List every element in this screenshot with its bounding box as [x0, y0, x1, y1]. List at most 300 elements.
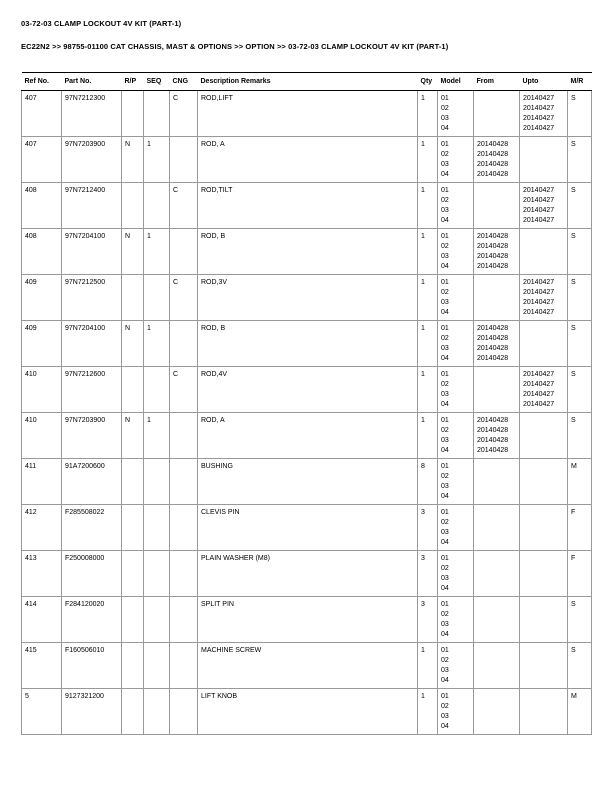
from-cell-line	[477, 216, 516, 226]
model-cell	[438, 597, 474, 643]
from-cell-line	[477, 288, 516, 298]
description-cell: ROD,LIFT	[198, 91, 418, 137]
column-header-ref-no: Ref No.	[22, 73, 62, 91]
upto-cell-line	[523, 262, 564, 272]
from-cell-line: 20140428	[477, 140, 509, 148]
description-cell: CLEVIS PIN	[198, 505, 418, 551]
seq-cell	[144, 459, 170, 505]
seq-cell: 1	[144, 229, 170, 275]
mr-cell: F	[568, 505, 592, 551]
model-cell-line: 04	[441, 308, 449, 316]
upto-cell-line	[523, 482, 564, 492]
from-cell-line	[477, 380, 516, 390]
mr-cell: S	[568, 413, 592, 459]
upto-cell-line	[523, 656, 564, 666]
from-cell-line	[477, 666, 516, 676]
from-cell-line: 20140428	[477, 262, 509, 270]
column-header-from: From	[474, 73, 520, 91]
model-cell-line: 02	[441, 472, 449, 480]
from-cell-line	[477, 584, 516, 594]
table-row	[22, 275, 592, 321]
mr-cell: S	[568, 367, 592, 413]
model-cell	[438, 505, 474, 551]
description-cell: LIFT KNOB	[198, 689, 418, 735]
upto-cell-line	[523, 584, 564, 594]
seq-cell	[144, 91, 170, 137]
table-row	[22, 91, 592, 137]
qty-cell: 1	[418, 229, 438, 275]
model-cell-line: 01	[441, 462, 449, 470]
model-cell-line: 04	[441, 124, 449, 132]
from-cell-line	[477, 278, 516, 288]
upto-cell-line	[523, 722, 564, 732]
model-cell-line: 04	[441, 216, 449, 224]
description-cell: MACHINE SCREW	[198, 643, 418, 689]
model-cell-line: 02	[441, 150, 449, 158]
rp-cell	[122, 275, 144, 321]
table-row	[22, 367, 592, 413]
qty-cell: 3	[418, 597, 438, 643]
from-cell-line	[477, 114, 516, 124]
cng-cell	[170, 459, 198, 505]
qty-cell: 1	[418, 367, 438, 413]
upto-cell-line	[523, 564, 564, 574]
upto-cell-line: 20140427	[523, 298, 555, 306]
upto-cell	[520, 229, 568, 275]
from-cell-line	[477, 206, 516, 216]
upto-cell-line: 20140427	[523, 206, 555, 214]
upto-cell-line	[523, 676, 564, 686]
mr-cell: M	[568, 689, 592, 735]
qty-cell: 1	[418, 413, 438, 459]
seq-cell: 1	[144, 321, 170, 367]
from-cell-line: 20140428	[477, 324, 509, 332]
model-cell-line: 03	[441, 114, 449, 122]
from-cell-line: 20140428	[477, 170, 509, 178]
part-no-cell: F285508022	[62, 505, 122, 551]
model-cell-line: 02	[441, 380, 449, 388]
from-cell-line	[477, 610, 516, 620]
model-cell-line: 01	[441, 508, 449, 516]
seq-cell	[144, 183, 170, 229]
seq-cell	[144, 551, 170, 597]
from-cell-line	[477, 554, 516, 564]
table-row	[22, 689, 592, 735]
model-cell	[438, 183, 474, 229]
mr-cell: S	[568, 275, 592, 321]
upto-cell	[520, 597, 568, 643]
upto-cell-line	[523, 692, 564, 702]
from-cell	[474, 275, 520, 321]
model-cell-line: 04	[441, 170, 449, 178]
breadcrumb: EC22N2 >> 98755-01100 CAT CHASSIS, MAST & OPTIONS >> OPTION >> 03-72-03 CLAMP LOCKOUT 4V KIT (PART-1)	[21, 42, 449, 51]
from-cell-line: 20140428	[477, 436, 509, 444]
upto-cell-line	[523, 472, 564, 482]
model-cell-line: 02	[441, 656, 449, 664]
table-row	[22, 505, 592, 551]
from-cell-line	[477, 692, 516, 702]
column-header-part-no: Part No.	[62, 73, 122, 91]
model-cell-line: 01	[441, 94, 449, 102]
from-cell	[474, 321, 520, 367]
description-cell: ROD,TILT	[198, 183, 418, 229]
upto-cell-line: 20140427	[523, 94, 555, 102]
qty-cell: 1	[418, 689, 438, 735]
from-cell	[474, 137, 520, 183]
ref-no-cell: 407	[22, 137, 62, 183]
model-cell-line: 04	[441, 262, 449, 270]
model-cell-line: 04	[441, 584, 449, 592]
mr-cell: F	[568, 551, 592, 597]
model-cell	[438, 367, 474, 413]
upto-cell-line: 20140427	[523, 400, 555, 408]
upto-cell-line	[523, 528, 564, 538]
upto-cell-line	[523, 232, 564, 242]
part-no-cell: F250008000	[62, 551, 122, 597]
cng-cell	[170, 597, 198, 643]
ref-no-cell: 408	[22, 183, 62, 229]
upto-cell-line	[523, 508, 564, 518]
cng-cell	[170, 229, 198, 275]
upto-cell-line	[523, 446, 564, 456]
model-cell	[438, 551, 474, 597]
table-row	[22, 321, 592, 367]
model-cell-line: 01	[441, 554, 449, 562]
upto-cell-line	[523, 334, 564, 344]
upto-cell	[520, 505, 568, 551]
upto-cell-line	[523, 702, 564, 712]
qty-cell: 1	[418, 183, 438, 229]
model-cell-line: 04	[441, 722, 449, 730]
mr-cell: S	[568, 321, 592, 367]
part-no-cell: 97N7204100	[62, 321, 122, 367]
column-header-mr: M/R	[568, 73, 592, 91]
from-cell-line	[477, 492, 516, 502]
qty-cell: 1	[418, 321, 438, 367]
page-title: 03-72-03 CLAMP LOCKOUT 4V KIT (PART-1)	[21, 19, 182, 28]
ref-no-cell: 410	[22, 413, 62, 459]
from-cell-line	[477, 124, 516, 134]
model-cell-line: 03	[441, 620, 449, 628]
model-cell-line: 01	[441, 140, 449, 148]
seq-cell	[144, 275, 170, 321]
column-header-qty: Qty	[418, 73, 438, 91]
description-cell: BUSHING	[198, 459, 418, 505]
ref-no-cell: 409	[22, 275, 62, 321]
seq-cell	[144, 505, 170, 551]
seq-cell	[144, 367, 170, 413]
from-cell-line: 20140428	[477, 252, 509, 260]
from-cell-line	[477, 94, 516, 104]
rp-cell	[122, 505, 144, 551]
upto-cell	[520, 91, 568, 137]
table-row	[22, 597, 592, 643]
cng-cell: C	[170, 367, 198, 413]
ref-no-cell: 414	[22, 597, 62, 643]
rp-cell: N	[122, 137, 144, 183]
mr-cell: S	[568, 137, 592, 183]
parts-table-body	[22, 91, 592, 735]
from-cell	[474, 643, 520, 689]
from-cell-line	[477, 104, 516, 114]
upto-cell-line	[523, 646, 564, 656]
model-cell-line: 03	[441, 712, 449, 720]
part-no-cell: 91A7200600	[62, 459, 122, 505]
cng-cell	[170, 689, 198, 735]
mr-cell: M	[568, 459, 592, 505]
column-header-cng: CNG	[170, 73, 198, 91]
upto-cell-line: 20140427	[523, 104, 555, 112]
upto-cell-line	[523, 538, 564, 548]
model-cell-line: 03	[441, 574, 449, 582]
ref-no-cell: 412	[22, 505, 62, 551]
upto-cell-line	[523, 344, 564, 354]
part-no-cell: 97N7203900	[62, 137, 122, 183]
column-header-seq: SEQ	[144, 73, 170, 91]
qty-cell: 3	[418, 505, 438, 551]
description-cell: ROD,4V	[198, 367, 418, 413]
upto-cell	[520, 321, 568, 367]
from-cell-line	[477, 564, 516, 574]
rp-cell	[122, 597, 144, 643]
upto-cell	[520, 275, 568, 321]
upto-cell-line	[523, 620, 564, 630]
from-cell-line	[477, 676, 516, 686]
model-cell-line: 01	[441, 370, 449, 378]
model-cell-line: 04	[441, 446, 449, 454]
from-cell-line: 20140428	[477, 334, 509, 342]
upto-cell-line: 20140427	[523, 196, 555, 204]
cng-cell: C	[170, 275, 198, 321]
model-cell-line: 03	[441, 344, 449, 352]
parts-table-header	[22, 73, 592, 91]
upto-cell-line	[523, 416, 564, 426]
upto-cell-line: 20140427	[523, 380, 555, 388]
from-cell-line	[477, 482, 516, 492]
description-cell: ROD, A	[198, 137, 418, 183]
seq-cell	[144, 643, 170, 689]
part-no-cell: 97N7203900	[62, 413, 122, 459]
rp-cell: N	[122, 321, 144, 367]
ref-no-cell: 415	[22, 643, 62, 689]
qty-cell: 8	[418, 459, 438, 505]
upto-cell	[520, 137, 568, 183]
upto-cell-line	[523, 252, 564, 262]
model-cell-line: 01	[441, 324, 449, 332]
upto-cell-line	[523, 610, 564, 620]
column-header-model: Model	[438, 73, 474, 91]
mr-cell: S	[568, 183, 592, 229]
model-cell-line: 01	[441, 186, 449, 194]
rp-cell	[122, 643, 144, 689]
upto-cell-line	[523, 554, 564, 564]
from-cell-line	[477, 656, 516, 666]
model-cell-line: 02	[441, 288, 449, 296]
model-cell-line: 04	[441, 676, 449, 684]
rp-cell	[122, 551, 144, 597]
from-cell-line	[477, 528, 516, 538]
from-cell-line	[477, 574, 516, 584]
upto-cell	[520, 643, 568, 689]
from-cell	[474, 413, 520, 459]
description-cell: SPLIT PIN	[198, 597, 418, 643]
ref-no-cell: 409	[22, 321, 62, 367]
model-cell-line: 04	[441, 492, 449, 500]
ref-no-cell: 408	[22, 229, 62, 275]
qty-cell: 3	[418, 551, 438, 597]
seq-cell: 1	[144, 137, 170, 183]
description-cell: ROD, B	[198, 229, 418, 275]
cng-cell	[170, 643, 198, 689]
rp-cell	[122, 183, 144, 229]
model-cell-line: 04	[441, 354, 449, 362]
from-cell-line	[477, 646, 516, 656]
cng-cell	[170, 137, 198, 183]
upto-cell-line	[523, 170, 564, 180]
rp-cell	[122, 689, 144, 735]
cng-cell	[170, 505, 198, 551]
mr-cell: S	[568, 229, 592, 275]
part-no-cell: 97N7212300	[62, 91, 122, 137]
from-cell-line	[477, 620, 516, 630]
header-row	[22, 73, 592, 91]
part-no-cell: F284120020	[62, 597, 122, 643]
from-cell-line	[477, 462, 516, 472]
description-cell: PLAIN WASHER (M8)	[198, 551, 418, 597]
model-cell-line: 01	[441, 232, 449, 240]
from-cell-line: 20140428	[477, 344, 509, 352]
from-cell-line	[477, 600, 516, 610]
upto-cell-line: 20140427	[523, 390, 555, 398]
upto-cell-line: 20140427	[523, 216, 555, 224]
part-no-cell: 9127321200	[62, 689, 122, 735]
from-cell-line	[477, 370, 516, 380]
from-cell-line: 20140428	[477, 150, 509, 158]
upto-cell-line	[523, 324, 564, 334]
model-cell-line: 01	[441, 278, 449, 286]
model-cell-line: 03	[441, 298, 449, 306]
from-cell-line	[477, 390, 516, 400]
upto-cell-line	[523, 436, 564, 446]
upto-cell-line: 20140427	[523, 370, 555, 378]
model-cell-line: 02	[441, 334, 449, 342]
table-row	[22, 229, 592, 275]
upto-cell-line: 20140427	[523, 124, 555, 132]
model-cell-line: 02	[441, 610, 449, 618]
from-cell-line: 20140428	[477, 416, 509, 424]
parts-table	[21, 72, 592, 735]
upto-cell-line	[523, 666, 564, 676]
description-cell: ROD,3V	[198, 275, 418, 321]
upto-cell-line: 20140427	[523, 114, 555, 122]
upto-cell-line: 20140427	[523, 288, 555, 296]
from-cell-line	[477, 308, 516, 318]
table-row	[22, 643, 592, 689]
cng-cell	[170, 321, 198, 367]
model-cell-line: 02	[441, 426, 449, 434]
from-cell	[474, 597, 520, 643]
model-cell-line: 01	[441, 646, 449, 654]
from-cell	[474, 459, 520, 505]
from-cell-line	[477, 400, 516, 410]
cng-cell	[170, 551, 198, 597]
model-cell-line: 03	[441, 160, 449, 168]
part-no-cell: 97N7212500	[62, 275, 122, 321]
upto-cell-line	[523, 712, 564, 722]
model-cell-line: 02	[441, 104, 449, 112]
from-cell-line	[477, 298, 516, 308]
from-cell	[474, 505, 520, 551]
column-header-rp: R/P	[122, 73, 144, 91]
model-cell-line: 03	[441, 390, 449, 398]
column-header-upto: Upto	[520, 73, 568, 91]
model-cell-line: 02	[441, 702, 449, 710]
table-row	[22, 413, 592, 459]
from-cell	[474, 183, 520, 229]
upto-cell-line	[523, 574, 564, 584]
from-cell-line	[477, 508, 516, 518]
upto-cell	[520, 367, 568, 413]
upto-cell	[520, 183, 568, 229]
from-cell	[474, 91, 520, 137]
from-cell-line: 20140428	[477, 160, 509, 168]
mr-cell: S	[568, 597, 592, 643]
model-cell	[438, 689, 474, 735]
rp-cell	[122, 367, 144, 413]
cng-cell	[170, 413, 198, 459]
ref-no-cell: 411	[22, 459, 62, 505]
seq-cell	[144, 597, 170, 643]
from-cell-line	[477, 196, 516, 206]
from-cell-line	[477, 472, 516, 482]
model-cell	[438, 229, 474, 275]
from-cell	[474, 229, 520, 275]
from-cell-line	[477, 518, 516, 528]
model-cell-line: 03	[441, 666, 449, 674]
model-cell-line: 03	[441, 206, 449, 214]
cng-cell: C	[170, 183, 198, 229]
upto-cell-line	[523, 462, 564, 472]
ref-no-cell: 5	[22, 689, 62, 735]
upto-cell	[520, 551, 568, 597]
table-row	[22, 551, 592, 597]
ref-no-cell: 413	[22, 551, 62, 597]
from-cell-line: 20140428	[477, 426, 509, 434]
mr-cell: S	[568, 643, 592, 689]
from-cell-line: 20140428	[477, 242, 509, 250]
part-no-cell: F160506010	[62, 643, 122, 689]
rp-cell: N	[122, 229, 144, 275]
seq-cell	[144, 689, 170, 735]
model-cell-line: 04	[441, 630, 449, 638]
model-cell-line: 02	[441, 196, 449, 204]
qty-cell: 1	[418, 91, 438, 137]
model-cell	[438, 459, 474, 505]
upto-cell-line	[523, 242, 564, 252]
model-cell	[438, 321, 474, 367]
from-cell-line	[477, 630, 516, 640]
upto-cell-line	[523, 518, 564, 528]
table-row	[22, 459, 592, 505]
upto-cell-line	[523, 492, 564, 502]
model-cell-line: 02	[441, 242, 449, 250]
description-cell: ROD, B	[198, 321, 418, 367]
model-cell	[438, 137, 474, 183]
ref-no-cell: 407	[22, 91, 62, 137]
upto-cell-line	[523, 354, 564, 364]
seq-cell: 1	[144, 413, 170, 459]
upto-cell-line: 20140427	[523, 308, 555, 316]
